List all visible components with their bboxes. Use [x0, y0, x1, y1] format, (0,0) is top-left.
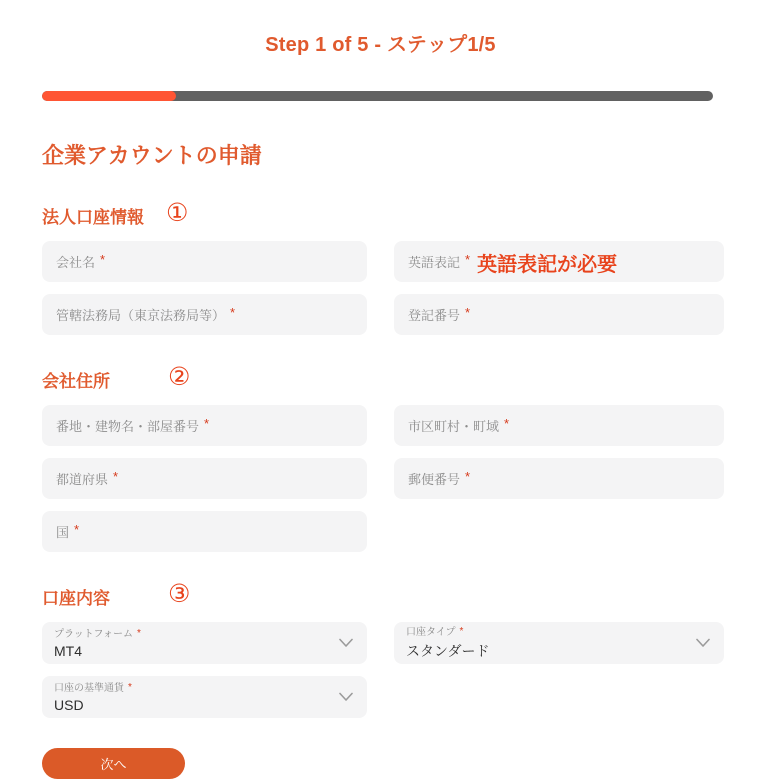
chevron-down-icon	[339, 639, 353, 648]
field-label: 都道府県	[56, 472, 109, 487]
field-label: 番地・建物名・部屋番号	[56, 419, 200, 434]
chevron-down-icon	[339, 693, 353, 702]
registration-number-field[interactable]	[394, 294, 724, 335]
circled-number-2: ②	[168, 363, 191, 391]
circled-number-3: ③	[168, 580, 191, 608]
select-value: MT4	[54, 643, 82, 659]
required-marker: *	[100, 252, 106, 267]
circled-number-1: ①	[166, 199, 189, 227]
field-label: 管轄法務局（東京法務局等）	[56, 308, 226, 323]
application-form	[42, 139, 724, 779]
legal-affairs-bureau-field[interactable]	[42, 294, 367, 335]
english-name-field[interactable]	[394, 241, 724, 282]
prefecture-field[interactable]	[42, 458, 367, 499]
section-3-fields	[42, 622, 724, 718]
required-marker: *	[74, 522, 80, 537]
select-label-row	[54, 629, 327, 641]
select-label-row	[406, 627, 684, 639]
required-marker: *	[465, 469, 471, 484]
section-heading-company-address	[42, 363, 724, 395]
section-title: 会社住所	[42, 372, 110, 391]
select-label-row	[54, 683, 327, 695]
chevron-down-icon	[696, 639, 710, 648]
select-value: スタンダード	[406, 643, 490, 659]
platform-select[interactable]	[42, 622, 367, 664]
street-building-field[interactable]	[42, 405, 367, 446]
required-marker: *	[465, 252, 471, 267]
required-marker: *	[204, 416, 210, 431]
step-indicator: Step 1 of 5 - ステップ1/5	[265, 34, 496, 56]
required-marker: *	[137, 628, 141, 639]
required-marker: *	[504, 416, 510, 431]
required-marker: *	[230, 305, 236, 320]
field-label: 英語表記	[408, 255, 461, 270]
section-heading-corporate-account-info	[42, 199, 724, 231]
select-value: USD	[54, 697, 84, 713]
select-label: プラットフォーム	[54, 629, 133, 640]
field-label: 市区町村・町域	[408, 419, 500, 434]
company-name-field[interactable]	[42, 241, 367, 282]
progress-fill	[42, 91, 176, 101]
section-heading-account-details	[42, 580, 724, 612]
field-label: 登記番号	[408, 308, 461, 323]
account-type-select[interactable]	[394, 622, 724, 664]
city-town-field[interactable]	[394, 405, 724, 446]
required-marker: *	[113, 469, 119, 484]
field-label: 郵便番号	[408, 472, 461, 487]
required-marker: *	[459, 626, 464, 637]
page-title: 企業アカウントの申請	[42, 143, 262, 168]
postal-code-field[interactable]	[394, 458, 724, 499]
next-button[interactable]: 次へ	[42, 748, 185, 779]
required-marker: *	[128, 682, 132, 693]
section-2-fields	[42, 405, 724, 552]
field-label: 会社名	[56, 255, 96, 270]
progress-bar	[42, 91, 713, 101]
section-title: 法人口座情報	[42, 208, 144, 227]
select-label: 口座の基準通貨	[54, 683, 124, 694]
english-required-annotation: 英語表記が必要	[477, 254, 618, 276]
section-1-fields	[42, 241, 724, 335]
field-label: 国	[56, 525, 70, 540]
select-label: 口座タイプ	[406, 627, 456, 638]
section-title: 口座内容	[42, 589, 110, 608]
country-field[interactable]	[42, 511, 367, 552]
required-marker: *	[465, 305, 471, 320]
base-currency-select[interactable]	[42, 676, 367, 718]
